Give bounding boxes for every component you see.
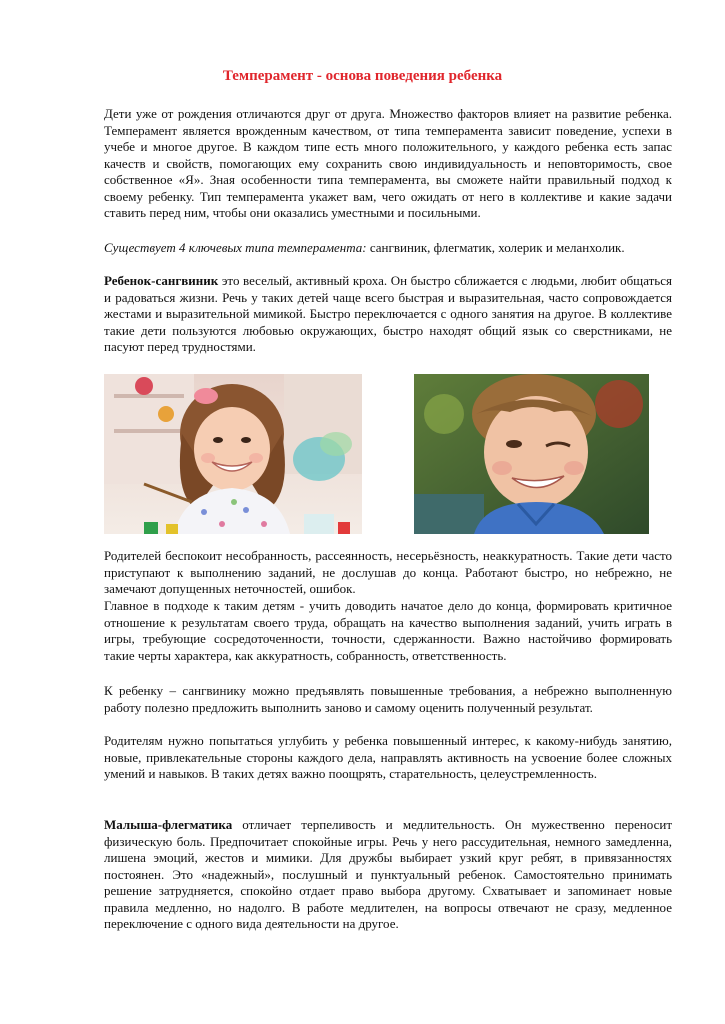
- photo-girl-painting: [104, 374, 362, 534]
- girl-painting-illustration: [104, 374, 362, 534]
- demands-paragraph: К ребенку – сангвинику можно предъявлять повышенные требования, а небрежно выполненную работу полезно предложить выполнить заново и самому оценить полученный результат.: [104, 683, 672, 715]
- sanguine-paragraph: [104, 273, 672, 356]
- phlegmatic-text: отличает терпеливость и медлительность. Он мужественно переносит физическую боль. Предпочитает спокойные игры. Речь у него рассудительная, немного замедленна, лишена эмоций, жестов и мимики. Для дружбы выбирает узкий круг ребят, в привязанностях постоянен. Это «надежный», послушный и пунктуальный ребенок. Самостоятельно принимать решение затрудняется, спокойно отдает право выбора другому. Схватывает и запоминает новые правила медленно, но надолго. В работе медлителен, на вопросы отвечают не сразу, медленное переключение с одного вида деятельности на другое.: [104, 817, 672, 931]
- worry-paragraph: Родителей беспокоит несобранность, рассеянность, несерьёзность, неаккуратность. Такие дети часто приступают к выполнению заданий, не дослушав до конца. Работают быстро, но небрежно, не замечают допущенных неточностей, ошибок.: [104, 548, 672, 596]
- photo-winking-boy: [414, 374, 649, 534]
- types-lead: Существует 4 ключевых типа темперамента:: [104, 240, 367, 255]
- sanguine-heading: Ребенок-сангвиник: [104, 273, 219, 288]
- types-paragraph: [104, 240, 672, 257]
- parents-paragraph: Родителям нужно попытаться углубить у ребенка повышенный интерес, к какому-нибудь занятию, новые, привлекательные стороны каждого дела, направлять активность на усвоение более сложных умений и навыков. В таких детях важно поощрять, старательность, целеустремленность.: [104, 733, 672, 781]
- types-list: сангвиник, флегматик, холерик и меланхолик.: [366, 240, 625, 255]
- sanguine-text: это веселый, активный кроха. Он быстро сближается с людьми, любит общаться и радоваться жизни. Речь у таких детей чаще всего быстрая и выразительная, часто сопровождается жестами и выразительной мимикой. Быстро переключается с одного занятия на другое. В коллективе такие дети пользуются любовью окружающих, быстро находят общий язык со сверстниками, не пасуют перед трудностями.: [104, 273, 672, 354]
- page-title: Темперамент - основа поведения ребенка: [222, 68, 503, 84]
- phlegmatic-paragraph: [104, 817, 672, 933]
- winking-boy-illustration: [414, 374, 649, 534]
- intro-paragraph: Дети уже от рождения отличаются друг от друга. Множество факторов влияет на развитие ребенка. Темперамент является врожденным качеством, от типа темперамента зависит поведение, успехи в учебе и многое другое. В каждом типе есть много положительного, у каждого ребенка есть запас качеств и свойств, помогающих ему сохранить свою индивидуальность и неповторимость, свое собственное «Я». Зная особенности типа темперамента, вы сможете найти правильный подход к своему ребенку. Тип темперамента укажет вам, чего ожидать от него в коллективе и какие задачи ставить перед ним, чтобы они оказались уместными и посильными.: [104, 106, 672, 220]
- approach-paragraph: Главное в подходе к таким детям - учить доводить начатое дело до конца, формировать критичное отношение к результатам своего труда, обращать на качество выполнения заданий, учить играть в игры, требующие сосредоточенности, точности, сдержанности. Важно настойчиво формировать такие черты характера, как аккуратность, собранность, ответственность.: [104, 598, 672, 663]
- phlegmatic-heading: Малыша-флегматика: [104, 817, 233, 832]
